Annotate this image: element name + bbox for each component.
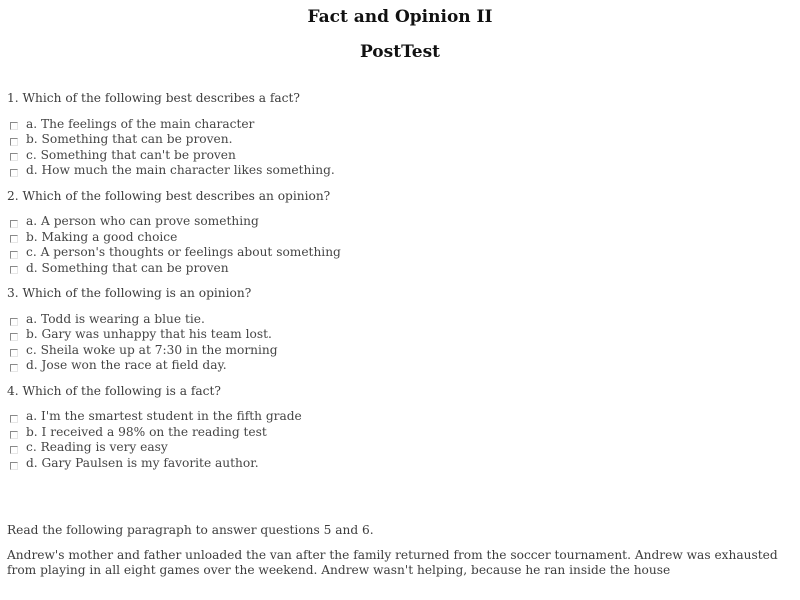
answer-option-b[interactable]: [7, 132, 797, 148]
option-label: d. How much the main character likes something.: [26, 163, 335, 178]
reading-passage: Andrew's mother and father unloaded the van after the family returned from the soccer tournament. Andrew was exhausted from playing in all eight games over the weekend. Andrew wasn't helping, because he ran inside the house: [7, 547, 778, 577]
answer-option-a[interactable]: [7, 117, 797, 133]
radio-button-icon[interactable]: [10, 153, 18, 161]
question-text: 4. Which of the following is a fact?: [7, 383, 221, 398]
question-2: [7, 189, 797, 277]
radio-button-icon[interactable]: [10, 138, 18, 146]
option-label: a. A person who can prove something: [26, 214, 259, 229]
spacer: [7, 471, 797, 523]
page-title: Fact and Opinion II: [307, 7, 493, 27]
radio-button-icon[interactable]: [10, 364, 18, 372]
reading-instructions: Read the following paragraph to answer questions 5 and 6.: [7, 523, 374, 538]
radio-button-icon[interactable]: [10, 333, 18, 341]
answer-option-a[interactable]: [7, 214, 797, 230]
option-label: c. A person's thoughts or feelings about something: [26, 245, 341, 260]
radio-button-icon[interactable]: [10, 122, 18, 130]
radio-button-icon[interactable]: [10, 431, 18, 439]
radio-button-icon[interactable]: [10, 462, 18, 470]
page-subtitle: PostTest: [359, 42, 441, 62]
answer-option-b[interactable]: [7, 230, 797, 246]
option-label: a. Todd is wearing a blue tie.: [26, 311, 205, 326]
question-text: 3. Which of the following is an opinion?: [7, 286, 252, 301]
radio-button-icon[interactable]: [10, 266, 18, 274]
answer-option-c[interactable]: [7, 440, 797, 456]
answer-option-c[interactable]: [7, 343, 797, 359]
answer-option-c[interactable]: [7, 245, 797, 261]
question-1: [7, 91, 797, 179]
question-text: 2. Which of the following best describes an opinion?: [7, 188, 331, 203]
answer-option-d[interactable]: [7, 456, 797, 472]
answer-options: [7, 117, 797, 179]
radio-button-icon[interactable]: [10, 415, 18, 423]
option-label: d. Something that can be proven: [26, 260, 229, 275]
option-label: c. Something that can't be proven: [26, 147, 236, 162]
answer-option-d[interactable]: [7, 358, 797, 374]
option-label: b. Gary was unhappy that his team lost.: [26, 327, 272, 342]
quiz-content: [7, 91, 797, 578]
answer-option-b[interactable]: [7, 327, 797, 343]
radio-button-icon[interactable]: [10, 169, 18, 177]
option-label: a. I'm the smartest student in the fifth grade: [26, 409, 302, 424]
radio-button-icon[interactable]: [10, 446, 18, 454]
option-label: d. Jose won the race at field day.: [26, 358, 227, 373]
option-label: d. Gary Paulsen is my favorite author.: [26, 455, 259, 470]
answer-option-c[interactable]: [7, 148, 797, 164]
answer-options: [7, 409, 797, 471]
option-label: c. Sheila woke up at 7:30 in the morning: [26, 342, 278, 357]
option-label: c. Reading is very easy: [26, 440, 168, 455]
answer-option-b[interactable]: [7, 425, 797, 441]
answer-options: [7, 312, 797, 374]
option-label: b. Making a good choice: [26, 229, 178, 244]
radio-button-icon[interactable]: [10, 349, 18, 357]
radio-button-icon[interactable]: [10, 318, 18, 326]
radio-button-icon[interactable]: [10, 251, 18, 259]
radio-button-icon[interactable]: [10, 220, 18, 228]
question-3: [7, 286, 797, 374]
option-label: a. The feelings of the main character: [26, 116, 255, 131]
answer-option-d[interactable]: [7, 261, 797, 277]
radio-button-icon[interactable]: [10, 235, 18, 243]
option-label: b. Something that can be proven.: [26, 132, 233, 147]
answer-options: [7, 214, 797, 276]
option-label: b. I received a 98% on the reading test: [26, 424, 267, 439]
answer-option-a[interactable]: [7, 312, 797, 328]
answer-option-a[interactable]: [7, 409, 797, 425]
question-4: [7, 384, 797, 472]
question-text: 1. Which of the following best describes a fact?: [7, 91, 300, 105]
answer-option-d[interactable]: [7, 163, 797, 179]
